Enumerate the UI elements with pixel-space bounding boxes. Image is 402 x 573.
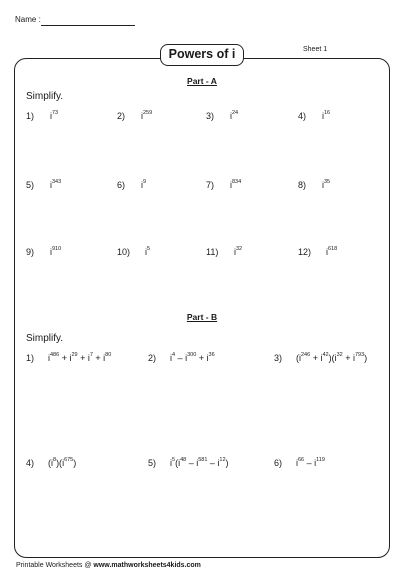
part-b-problem [148, 353, 215, 363]
name-label: Name : [15, 15, 41, 24]
problem-expression: $i^{35}$ [322, 179, 331, 190]
problem-number: 11) [206, 247, 219, 257]
problem-expression: $i^{343}$ [50, 179, 62, 190]
problem-expression: $i^{16}$ [322, 110, 331, 121]
problem-expression: $i^{486} + i^{29} + i^7 + i^{80}$ [48, 352, 112, 363]
problem-expression: $i^{259}$ [141, 110, 153, 121]
worksheet-title: Powers of i [160, 44, 244, 66]
part-a-instruction: Simplify. [26, 91, 64, 102]
problem-expression: $i^{834}$ [230, 179, 242, 190]
footer [16, 562, 201, 569]
part-a-problem [298, 111, 330, 121]
problem-number: 3) [274, 353, 283, 363]
problem-expression: $(i^8)(i^{675})$ [48, 457, 77, 468]
problem-number: 1) [26, 353, 35, 363]
problem-expression: $(i^{246} + i^{42})(i^{32} + i^{793})$ [296, 352, 368, 363]
problem-expression: $i^4 - i^{300} + i^{36}$ [170, 352, 215, 363]
part-b-problem [274, 353, 367, 363]
problem-number: 9) [26, 247, 35, 257]
problem-number: 2) [148, 353, 157, 363]
problem-number: 10) [117, 247, 131, 257]
part-a-problem [26, 180, 61, 190]
problem-number: 6) [117, 180, 126, 190]
problem-number: 4) [298, 111, 307, 121]
worksheet-frame [14, 58, 390, 558]
problem-number: 4) [26, 458, 35, 468]
part-a-heading: Part - A [187, 76, 217, 86]
name-line[interactable] [41, 25, 135, 26]
part-b-problem [26, 353, 111, 363]
problem-number: 5) [26, 180, 35, 190]
problem-expression: $i^5$ [145, 246, 151, 257]
problem-number: 5) [148, 458, 157, 468]
part-b-problem [148, 458, 229, 468]
problem-number: 1) [26, 111, 35, 121]
sheet-label: Sheet 1 [303, 46, 328, 53]
problem-expression: $i^{73}$ [50, 110, 59, 121]
problem-expression: $i^{910}$ [50, 246, 62, 257]
problem-number: 8) [298, 180, 307, 190]
part-a-problem [117, 111, 152, 121]
part-a-problem [206, 180, 241, 190]
part-a-problem [206, 247, 242, 257]
part-a-problem [117, 180, 146, 190]
part-b-instruction: Simplify. [26, 333, 64, 344]
problem-number: 12) [298, 247, 312, 257]
footer-url[interactable]: www.mathworksheets4kids.com [93, 562, 201, 569]
problem-number: 7) [206, 180, 215, 190]
problem-number: 6) [274, 458, 283, 468]
part-b-problem [26, 458, 76, 468]
part-a-problem [26, 111, 58, 121]
problem-expression: $i^{618}$ [326, 246, 338, 257]
part-a-problem [26, 247, 61, 257]
problem-expression: $i^{66} - i^{119}$ [296, 457, 325, 468]
footer-prefix: Printable Worksheets @ [16, 562, 94, 569]
problem-expression: $i^9$ [141, 179, 147, 190]
problem-expression: $i^{24}$ [230, 110, 239, 121]
problem-expression: $i^{32}$ [234, 246, 243, 257]
part-a-problem [117, 247, 150, 257]
part-a-problem [298, 180, 330, 190]
part-a-problem [206, 111, 238, 121]
part-a-problem [298, 247, 337, 257]
problem-expression: $i^5(i^{48} - i^{581} - i^{12})$ [170, 457, 229, 468]
part-b-problem [274, 458, 325, 468]
problem-number: 3) [206, 111, 215, 121]
problem-number: 2) [117, 111, 126, 121]
part-b-heading: Part - B [186, 312, 218, 322]
